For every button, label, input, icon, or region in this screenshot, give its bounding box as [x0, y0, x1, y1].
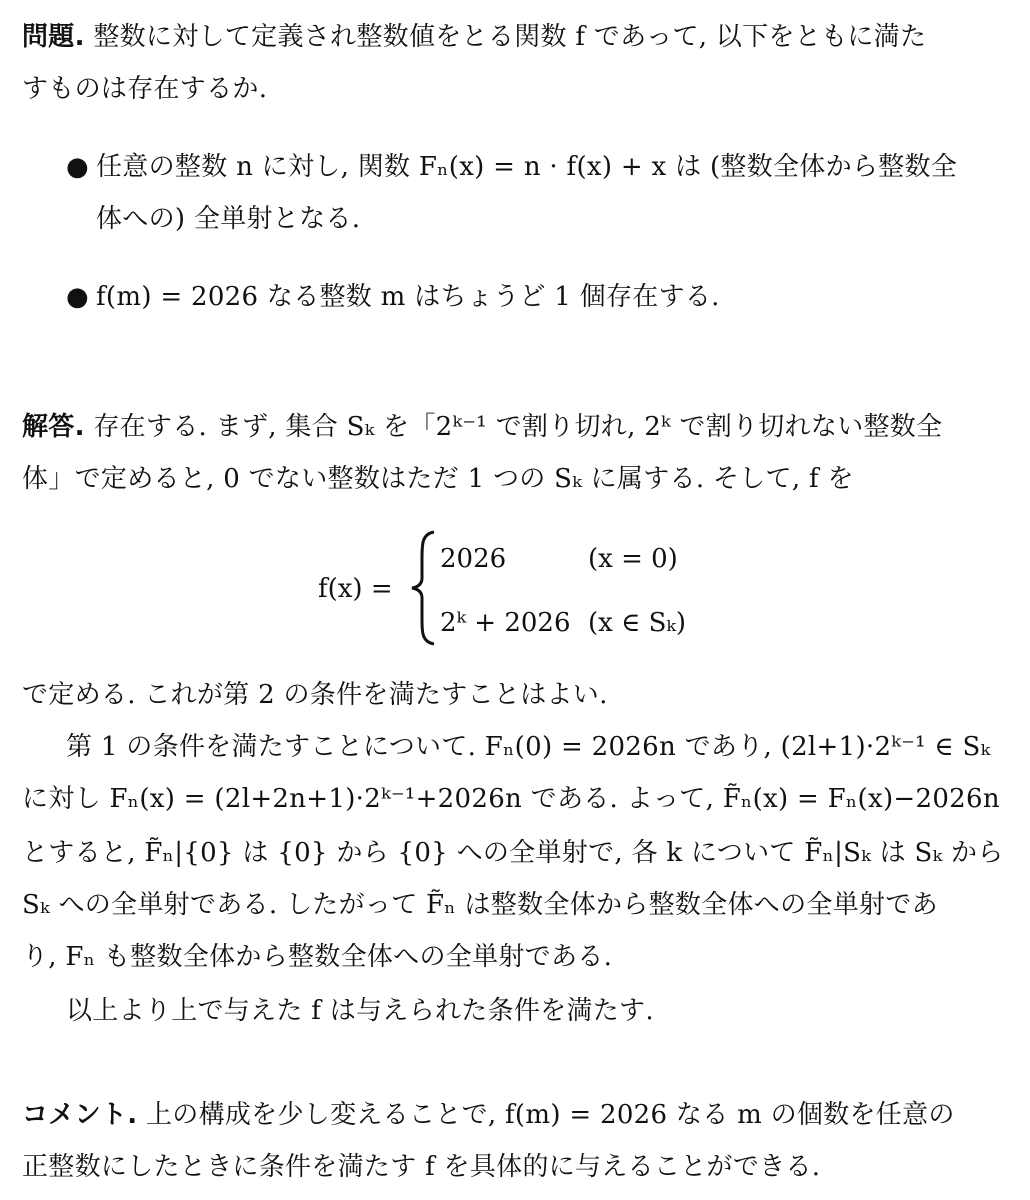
solution-line-1 — [22, 410, 942, 444]
case-2-condition: (x ∈ Sₖ) — [588, 608, 687, 638]
left-brace — [408, 528, 438, 648]
bullet-dot-1: ● — [66, 152, 89, 182]
bullet-dot-2: ● — [66, 282, 89, 312]
comment-label: コメント. — [22, 1100, 138, 1130]
comment-text-1: 上の構成を少し変えることで, f(m) = 2026 なる m の個数を任意の — [145, 1100, 955, 1130]
problem-label: 問題. — [22, 22, 85, 52]
solution-line-2: 体」で定めると, 0 でない整数はただ 1 つの Sₖ に属する. そして, f を — [22, 464, 854, 494]
comment-line-1 — [22, 1098, 955, 1132]
problem-text-1: 整数に対して定義され整数値をとる関数 f であって, 以下をともに満た — [93, 22, 927, 52]
bullet-1-line-2: 体への) 全単射となる. — [96, 204, 361, 234]
comment-line-2: 正整数にしたときに条件を満たす f を具体的に与えることができる. — [22, 1152, 821, 1182]
case-1-condition: (x = 0) — [588, 544, 678, 574]
case-2-value: 2ᵏ + 2026 — [440, 608, 571, 638]
solution-text-1: 存在する. まず, 集合 Sₖ を「2ᵏ⁻¹ で割り切れ, 2ᵏ で割り切れない整数全 — [93, 412, 943, 442]
bullet-2: f(m) = 2026 なる整数 m はちょうど 1 個存在する. — [96, 282, 720, 312]
bullet-1-line-1: 任意の整数 n に対し, 関数 Fₙ(x) = n · f(x) + x は (整数全体から整数全 — [96, 152, 958, 182]
problem-line-2: すものは存在するか. — [22, 74, 268, 104]
solution-line-3: で定める. これが第 2 の条件を満たすことはよい. — [22, 680, 608, 710]
solution-line-8: り, Fₙ も整数全体から整数全体への全単射である. — [22, 942, 613, 972]
solution-line-7: Sₖ への全単射である. したがって F̃ₙ は整数全体から整数全体への全単射であ — [22, 890, 938, 920]
definition-lhs: f(x) = — [318, 574, 393, 604]
solution-line-9: 以上より上で与えた f は与えられた条件を満たす. — [66, 996, 654, 1026]
solution-label: 解答. — [22, 412, 85, 442]
solution-line-4: 第 1 の条件を満たすことについて. Fₙ(0) = 2026n であり, (2l+1)·2ᵏ⁻¹ ∈ Sₖ — [66, 732, 991, 762]
solution-line-6: とすると, F̃ₙ|{0} は {0} から {0} への全単射で, 各 k について F̃ₙ|Sₖ は Sₖ から — [22, 838, 1004, 868]
case-1-value: 2026 — [440, 544, 507, 574]
problem-line-1 — [22, 20, 926, 54]
solution-line-5: に対し Fₙ(x) = (2l+2n+1)·2ᵏ⁻¹+2026n である. よって, F̃ₙ(x) = Fₙ(x)−2026n — [22, 784, 1000, 814]
